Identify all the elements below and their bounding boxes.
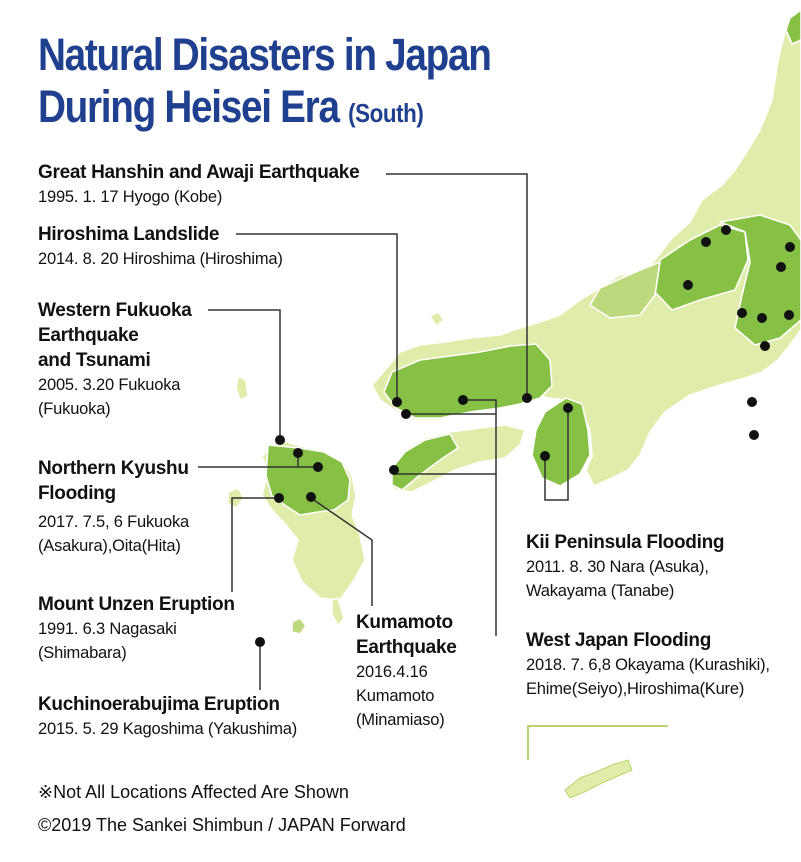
event-detail-line: Wakayama (Tanabe) bbox=[526, 582, 675, 600]
marker-central-8 bbox=[784, 310, 794, 320]
marker-asakura bbox=[293, 448, 303, 458]
label-kuchinoerabu bbox=[38, 692, 297, 741]
page-title-line2 bbox=[38, 82, 423, 138]
event-name-line: Western Fukuoka bbox=[38, 300, 192, 321]
event-name-line: Kumamoto bbox=[356, 612, 453, 633]
event-detail-line: 2018. 7. 6,8 Okayama (Kurashiki), bbox=[526, 656, 770, 674]
label-kumamoto bbox=[356, 610, 456, 732]
marker-central-7 bbox=[757, 313, 767, 323]
event-detail-line: 2017. 7.5, 6 Fukuoka bbox=[38, 513, 190, 531]
event-name-line: Earthquake bbox=[38, 325, 139, 346]
marker-hita bbox=[313, 462, 323, 472]
title-line1: Natural Disasters in Japan bbox=[38, 29, 491, 80]
island-tanegashima bbox=[332, 598, 344, 626]
credit: ©2019 The Sankei Shimbun / JAPAN Forward bbox=[38, 815, 406, 835]
island-tsushima bbox=[236, 376, 248, 400]
event-name: Hiroshima Landslide bbox=[38, 224, 220, 245]
island-oki bbox=[430, 312, 444, 326]
event-detail-line: (Shimabara) bbox=[38, 644, 127, 662]
event-detail-line: (Fukuoka) bbox=[38, 400, 111, 418]
marker-central-5 bbox=[683, 280, 693, 290]
event-detail-line: 1991. 6.3 Nagasaki bbox=[38, 620, 177, 638]
leader-unzen bbox=[232, 498, 277, 592]
event-name: West Japan Flooding bbox=[526, 630, 712, 651]
event-name-line: Northern Kyushu bbox=[38, 458, 189, 479]
island-yakushima bbox=[292, 618, 306, 634]
event-detail-line: (Minamiaso) bbox=[356, 711, 445, 729]
event-name: Kuchinoerabujima Eruption bbox=[38, 694, 280, 715]
title-subtitle: (South) bbox=[348, 98, 424, 128]
event-detail-line: (Asakura),Oita(Hita) bbox=[38, 537, 181, 555]
okinawa-inset-frame bbox=[528, 726, 668, 760]
marker-hiroshima bbox=[392, 397, 402, 407]
marker-central-1 bbox=[701, 237, 711, 247]
marker-central-2 bbox=[721, 225, 731, 235]
kii-affected bbox=[532, 398, 590, 486]
event-detail: 1995. 1. 17 Hyogo (Kobe) bbox=[38, 188, 223, 206]
title-line2: During Heisei Era bbox=[38, 81, 339, 132]
event-name-line: and Tsunami bbox=[38, 350, 151, 371]
event-name: Great Hanshin and Awaji Earthquake bbox=[38, 162, 360, 183]
footnote: ※Not All Locations Affected Are Shown bbox=[38, 782, 349, 802]
marker-izu-2 bbox=[749, 430, 759, 440]
event-detail-line: Kumamoto bbox=[356, 687, 435, 705]
event-detail-line: Ehime(Seiyo),Hiroshima(Kure) bbox=[526, 680, 745, 698]
label-kii bbox=[526, 530, 724, 603]
marker-central-9 bbox=[760, 341, 770, 351]
event-name-line: Flooding bbox=[38, 483, 116, 504]
marker-kuchinoerabu bbox=[255, 637, 265, 647]
marker-asuka bbox=[563, 403, 573, 413]
page-title bbox=[38, 30, 491, 80]
marker-kure bbox=[401, 409, 411, 419]
label-hanshin bbox=[38, 160, 359, 209]
label-hiroshima-landslide bbox=[38, 222, 283, 271]
marker-minamiaso bbox=[306, 492, 316, 502]
event-detail: 2015. 5. 29 Kagoshima (Yakushima) bbox=[38, 720, 298, 738]
label-west-japan bbox=[526, 628, 770, 701]
marker-kobe bbox=[522, 393, 532, 403]
label-unzen bbox=[38, 592, 235, 665]
event-detail-line: 2011. 8. 30 Nara (Asuka), bbox=[526, 558, 709, 576]
event-name-line: Earthquake bbox=[356, 637, 457, 658]
marker-seiyo bbox=[389, 465, 399, 475]
event-detail: 2014. 8. 20 Hiroshima (Hiroshima) bbox=[38, 250, 283, 268]
event-name: Mount Unzen Eruption bbox=[38, 594, 235, 615]
marker-central-6 bbox=[737, 308, 747, 318]
event-detail-line: 2005. 3.20 Fukuoka bbox=[38, 376, 181, 394]
marker-fukuoka bbox=[275, 435, 285, 445]
marker-tanabe bbox=[540, 451, 550, 461]
marker-central-4 bbox=[776, 262, 786, 272]
marker-unzen bbox=[274, 493, 284, 503]
marker-central-3 bbox=[785, 242, 795, 252]
marker-kurashiki bbox=[458, 395, 468, 405]
leader-fukuoka-quake bbox=[208, 310, 280, 438]
event-name: Kii Peninsula Flooding bbox=[526, 532, 725, 553]
marker-izu-1 bbox=[747, 397, 757, 407]
label-fukuoka-quake bbox=[38, 298, 192, 421]
label-kyushu-flood bbox=[38, 456, 189, 558]
event-detail-line: 2016.4.16 bbox=[356, 663, 428, 681]
okinawa-islands bbox=[565, 760, 632, 798]
